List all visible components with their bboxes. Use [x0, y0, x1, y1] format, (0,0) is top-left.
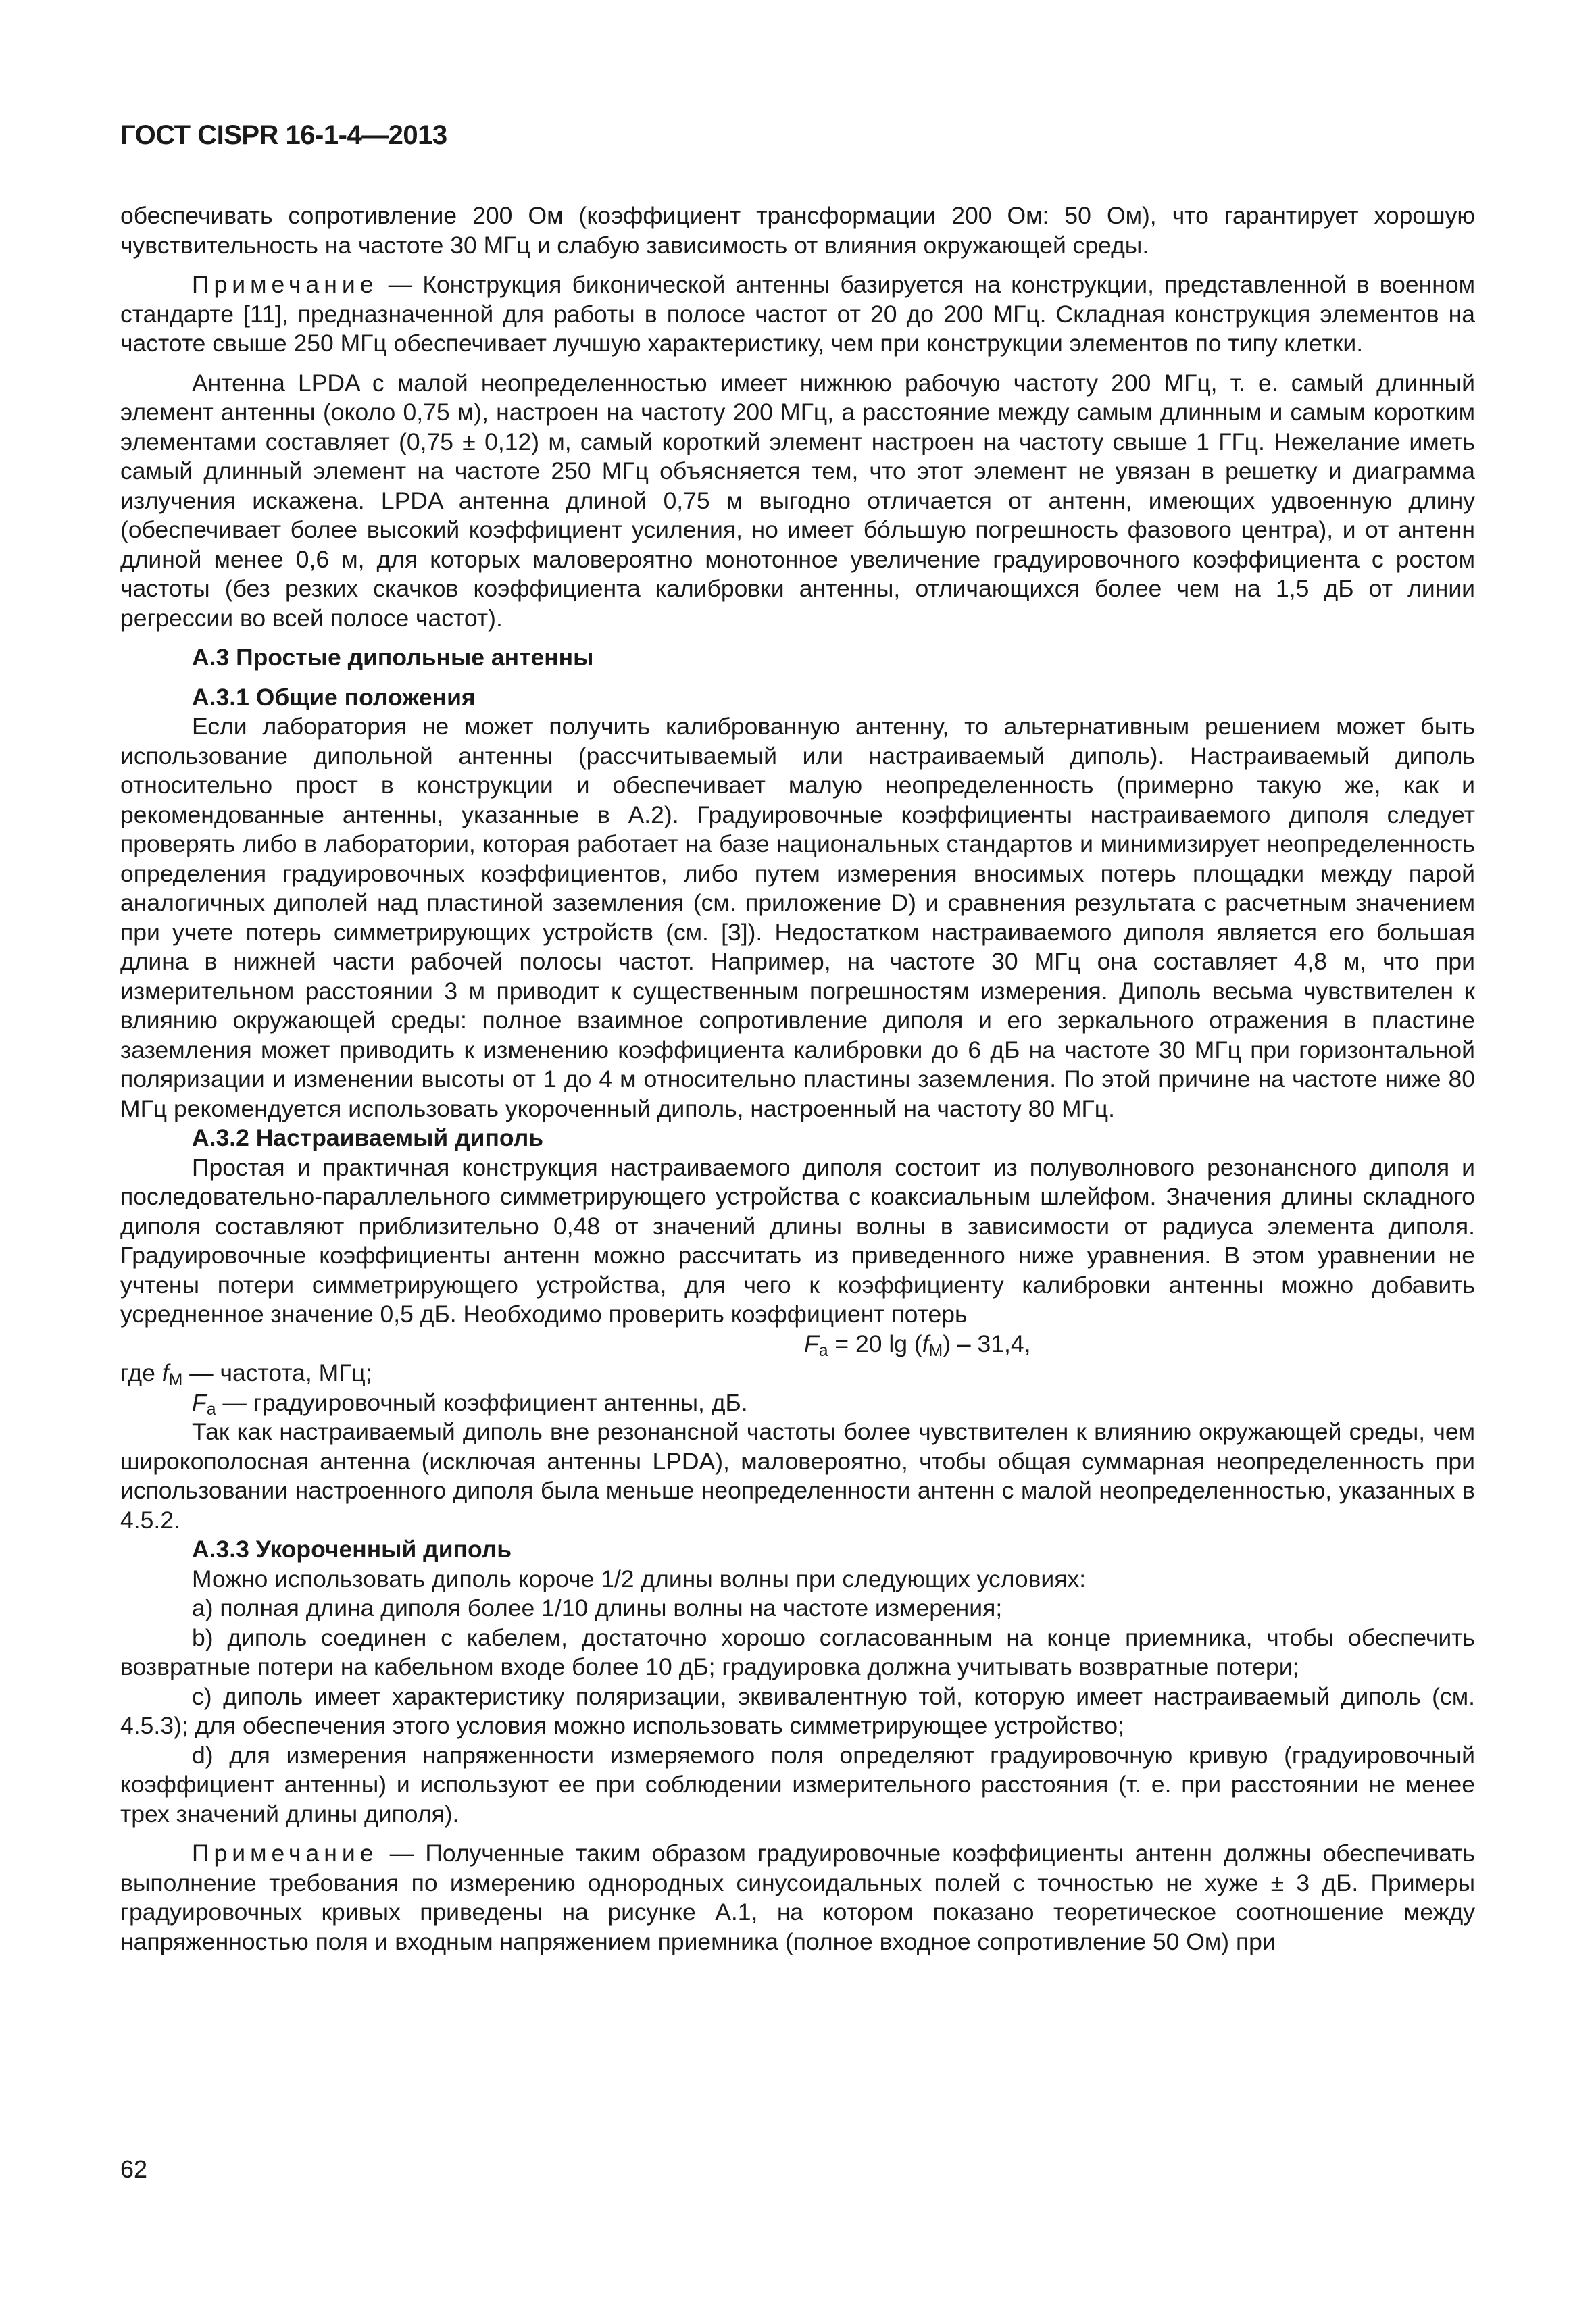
note-2: [120, 1839, 1475, 1957]
note-label: Примечание: [192, 1840, 378, 1867]
page-body: [120, 201, 1475, 1957]
paragraph-lpda: Антенна LPDA с малой неопределенностью имеет нижнюю рабочую частоту 200 МГц, т. е. самый длинный элемент антенны (около 0,75 м), настроен на частоту 200 МГц, а расстояние между самым длинным и самым коротким элементами составляет (0,75 ± 0,12) м, самый короткий элемент настроен на частоту свыше 1 ГГц. Нежелание иметь самый длинный элемент на частоте 250 МГц объясняется тем, что этот элемент не увязан в решетку и диаграмма излучения искажена. LPDA антенна длиной 0,75 м выгодно отличается от антенн, имеющих удвоенную длину (обеспечивает более высокий коэффициент усиления, но имеет бóльшую погрешность фазового центра), и от антенн длиной менее 0,6 м, для которых маловероятно монотонное увеличение градуировочного коэффициента с ростом частоты (без резких скачков коэффициента калибровки антенны, отличающихся более чем на 1,5 дБ от линии регрессии во всей полосе частот).: [120, 369, 1475, 632]
list-item-d: d) для измерения напряженности измеряемого поля определяют градуировочную кривую (градуировочный коэффициент антенны) и используют ее при соблюдении измерительного расстояния (т. е. при расстоянии не менее трех значений длины диполя).: [120, 1741, 1475, 1828]
paragraph-short-dipole: Можно использовать диполь короче 1/2 длины волны при следующих условиях:: [192, 1565, 1087, 1592]
where-line-f: где $f_M$ — частота, МГц;: [120, 1359, 372, 1389]
list-item-c: c) диполь имеет характеристику поляризации, эквивалентную той, которую имеет настраиваемый диполь (см. 4.5.3); для обеспечения этого условия можно использовать симметрирующее устройство;: [120, 1682, 1475, 1739]
formula: $F_a = 20$ $\lg (f_M) - 31,4$,: [804, 1330, 1031, 1360]
paragraph-continuation: обеспечивать сопротивление 200 Ом (коэффициент трансформации 200 Ом: 50 Ом), что гарантирует хорошую чувствительность на частоте 30 МГц и слабую зависимость от влияния окружающей среды.: [120, 202, 1475, 259]
list-item-b: b) диполь соединен с кабелем, достаточно хорошо согласованным на конце приемника, чтобы обеспечить возвратные потери на кабельном входе более 10 дБ; градуировка должна учитывать возвратные потери;: [120, 1624, 1475, 1680]
section-heading-a32: А.3.2 Настраиваемый диполь: [192, 1124, 544, 1151]
note-text: — Конструкция биконической антенны базируется на конструкции, представленной в военном стандарте [11], предназначенной для работы в полосе частот от 20 до 200 МГц. Складная конструкция элементов на частоте свыше 250 МГц обеспечивает лучшую характеристику, чем при конструкции элементов по типу клетки.: [120, 271, 1475, 357]
where-line-fa: $F_a$ — градуировочный коэффициент антенны, дБ.: [192, 1388, 748, 1419]
section-heading-a3: А.3 Простые дипольные антенны: [192, 644, 594, 671]
section-heading-a33: А.3.3 Укороченный диполь: [192, 1536, 512, 1563]
paragraph-general: Если лаборатория не может получить калиброванную антенну, то альтернативным решением может быть использование дипольной антенны (рассчитываемый или настраиваемый диполь). Настраиваемый диполь относительно прост в конструкции и обеспечивает малую неопределенность (примерно такую же, как и рекомендованные антенны, указанные в А.2). Градуировочные коэффициенты настраиваемого диполя следует проверять либо в лаборатории, которая работает на базе национальных стандартов и минимизирует неопределенность определения градуировочных коэффициентов, либо путем измерения вносимых потерь площадки между парой аналогичных диполей над пластиной заземления (см. приложение D) и сравнения результата с расчетным значением при учете потерь симметрирующих устройств (см. [3]). Недостатком настраиваемого диполя является его большая длина в нижней части рабочей полосы частот. Например, на частоте 30 МГц она составляет 4,8 м, что при измерительном расстоянии 3 м приводит к существенным погрешностям измерения. Диполь весьма чувствителен к влиянию окружающей среды: полное взаимное сопротивление диполя и его зеркального отражения в пластине заземления может приводить к изменению коэффициента калибровки до 6 дБ на частоте 30 МГц при горизонтальной поляризации и изменении высоты от 1 до 4 м относительно пластины заземления. По этой причине на частоте ниже 80 МГц рекомендуется использовать укороченный диполь, настроенный на частоту 80 МГц.: [120, 713, 1475, 1122]
note-text: — Полученные таким образом градуировочные коэффициенты антенн должны обеспечивать выполнение требования по измерению однородных синусоидальных полей с точностью не хуже ± 3 дБ. Примеры градуировочных кривых приведены на рисунке А.1, на котором показано теоретическое соотношение между напряженностью поля и входным напряжением приемника (полное входное сопротивление 50 Ом) при: [120, 1840, 1475, 1955]
section-heading-a31: А.3.1 Общие положения: [192, 683, 476, 711]
note-label: Примечание: [192, 271, 378, 298]
page-number: 62: [120, 2155, 148, 2183]
document-header: ГОСТ CISPR 16-1-4—2013: [120, 120, 447, 150]
list-item-a: a) полная длина диполя более 1/10 длины волны на частоте измерения;: [192, 1594, 1003, 1621]
note-1: [120, 270, 1475, 359]
paragraph-tuned-dipole: Простая и практичная конструкция настраиваемого диполя состоит из полуволнового резонансного диполя и последовательно-параллельного симметрирующего устройства с коаксиальным шлейфом. Значения длины складного диполя составляют приблизительно 0,48 от значений длины волны в зависимости от радиуса элемента диполя. Градуировочные коэффициенты антенн можно рассчитать из приведенного ниже уравнения. В этом уравнении не учтены потери симметрирующего устройства, для чего к коэффициенту калибровки антенны можно добавить усредненное значение 0,5 дБ. Необходимо проверить коэффициент потерь: [120, 1153, 1475, 1328]
paragraph-uncertainty: Так как настраиваемый диполь вне резонансной частоты более чувствителен к влиянию окружающей среды, чем широкополосная антенна (исключая антенны LPDA), маловероятно, чтобы общая суммарная неопределенность при использовании настроенного диполя была меньше неопределенности антенн с малой неопределенностью, указанных в 4.5.2.: [120, 1418, 1475, 1534]
